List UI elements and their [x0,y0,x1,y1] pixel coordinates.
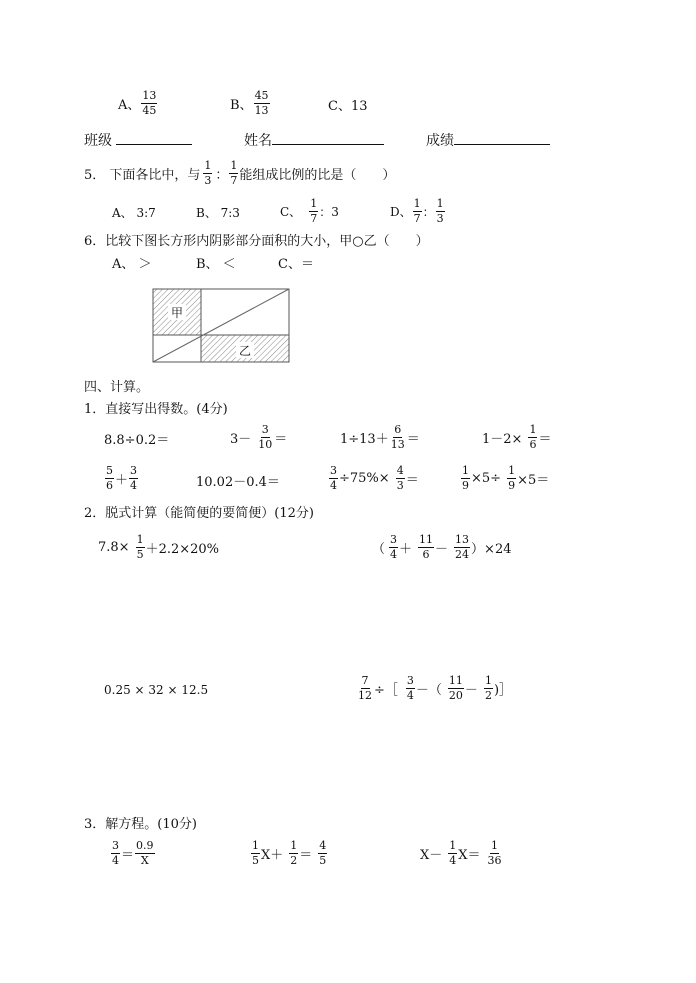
q5-option-a: A、 3:7 [112,206,156,220]
calc-8: $\frac{1}{9}$ ×5÷ $\frac{1}{9}$ ×5＝ [462,464,550,492]
expr-3: 0.25 × 32 × 12.5 [104,683,209,697]
equation-2: $\frac{1}{5}$ X＋ $\frac{1}{2}$ ＝ $\frac{4}{5}$ [252,839,327,867]
subsection-1-title: 1．直接写出得数。(4分) [84,402,228,417]
section-title: 四、计算。 [84,380,150,395]
q6-option-a: A、 ＞ [112,257,152,272]
class-field[interactable]: 班级 [84,132,192,148]
expr-4: $\frac{7}{12}$ ÷［ $\frac{3}{4}$ －（ $\frac{11}{20}$ － $\frac{1}{2}$ )］ [358,674,513,702]
option-c: C、13 [328,99,368,114]
equation-3: X－ $\frac{1}{4}$ X＝ $\frac{1}{36}$ [420,839,502,867]
rectangle-diagram [152,288,292,364]
calc-6: 10.02－0.4＝ [196,475,280,490]
q6-option-b: B、 ＜ [196,257,236,272]
subsection-2-title: 2．脱式计算（能简便的要简便）(12分) [84,506,314,521]
q5-option-b: B、 7:3 [196,206,240,220]
subsection-3-title: 3．解方程。(10分) [84,817,197,832]
calc-2: 3－ $\frac{3}{10}$ ＝ [230,423,288,451]
option-b: B、 $\frac{45}{13}$ [230,89,269,117]
score-field[interactable]: 成绩 [426,132,550,148]
option-a: A、 $\frac{13}{45}$ [118,89,157,117]
calc-4: 1－2× $\frac{1}{6}$ ＝ [482,423,552,451]
equation-1: $\frac{3}{4}$ ＝ $\frac{0.9}{X}$ [112,839,154,867]
fraction: $\frac{13}{45}$ [142,89,157,117]
q5-option-c: C、 $\frac{1}{7}$ ：3 [280,197,339,225]
label-jia: 甲 [170,306,184,320]
expr-1: 7.8× $\frac{1}{5}$ ＋2.2×20% [98,533,220,561]
calc-3: 1÷13＋ $\frac{6}{13}$ ＝ [340,423,420,451]
name-field[interactable]: 姓名 [244,132,384,148]
q5-option-d: D、 $\frac{1}{7}$ ： $\frac{1}{3}$ [390,197,444,225]
calc-7: $\frac{3}{4}$ ÷75%× $\frac{4}{3}$ ＝ [330,464,419,492]
label-yi: 乙 [238,344,252,358]
calc-1: 8.8÷0.2＝ [104,433,170,448]
question-5: 5． 下面各比中，与 $\frac{1}{3}$ ： $\frac{1}{7}$ 能组成比例的比是（ ） [84,159,396,187]
calc-5: $\frac{5}{6}$ ＋ $\frac{3}{4}$ [106,464,138,492]
expr-2: （ $\frac{3}{4}$ ＋ $\frac{11}{6}$ － $\frac{13}{24}$ ）×24 [372,533,512,561]
question-6: 6．比较下图长方形内阴影部分面积的大小，甲○乙（ ） [84,234,429,249]
q6-option-c: C、＝ [278,257,314,272]
fraction: $\frac{45}{13}$ [254,89,269,117]
